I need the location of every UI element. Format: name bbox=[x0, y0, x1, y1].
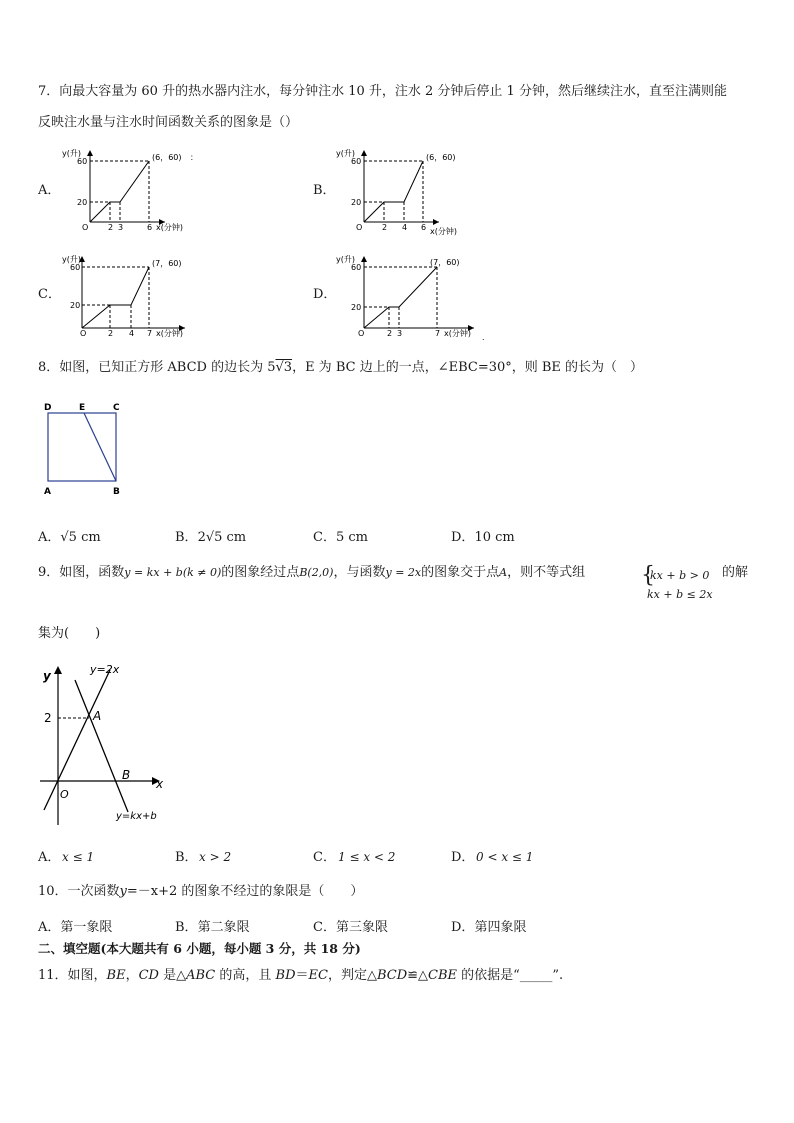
q9-option-c[interactable]: C． bbox=[313, 850, 336, 865]
svg-text:20: 20 bbox=[77, 198, 88, 207]
svg-text:20: 20 bbox=[70, 301, 81, 310]
svg-text:O: O bbox=[356, 223, 363, 232]
q7-option-d-label[interactable]: D． bbox=[313, 287, 337, 302]
svg-text:y=kx+b: y=kx+b bbox=[116, 811, 157, 822]
q9-ineq1: kx + b > 0 bbox=[650, 569, 710, 582]
q8-option-d[interactable]: D．10 cm bbox=[451, 530, 515, 545]
q9-ineq2: kx + b ≤ 2x bbox=[647, 588, 713, 601]
svg-text:E: E bbox=[79, 403, 86, 413]
svg-text:2: 2 bbox=[108, 223, 114, 232]
q10-option-b[interactable]: B．第二象限 bbox=[175, 920, 250, 935]
svg-text:O: O bbox=[358, 329, 365, 338]
svg-text:x(分钟): x(分钟) bbox=[156, 223, 183, 232]
svg-text:6: 6 bbox=[421, 223, 427, 232]
svg-text:(7，60): (7，60) bbox=[430, 258, 460, 267]
svg-text:(6，60): (6，60) bbox=[152, 153, 182, 162]
q7-line2: 反映注水量与注水时间函数关系的图象是（） bbox=[38, 115, 299, 130]
svg-text:x(分钟): x(分钟) bbox=[430, 227, 457, 236]
q8-option-a[interactable]: A．√5 cm bbox=[38, 530, 101, 545]
section-2-heading: 二、填空题(本大题共有 6 小题，每小题 3 分，共 18 分) bbox=[38, 941, 361, 956]
svg-text:x(分钟): x(分钟) bbox=[156, 329, 183, 338]
q9-line2: 集为( ) bbox=[38, 626, 101, 641]
svg-text:2: 2 bbox=[382, 223, 388, 232]
q9-option-b[interactable]: B． bbox=[175, 850, 198, 865]
q10-stem: 10．一次函数y=－x+2 的图象不经过的象限是（ ） bbox=[38, 884, 364, 899]
svg-text:O: O bbox=[82, 223, 89, 232]
svg-text:4: 4 bbox=[402, 223, 408, 232]
q10-option-c[interactable]: C．第三象限 bbox=[313, 920, 388, 935]
q10-option-a[interactable]: A．第一象限 bbox=[38, 920, 113, 935]
svg-text:O: O bbox=[60, 788, 69, 801]
q7-option-a-label[interactable]: A． bbox=[38, 183, 61, 198]
q9-stem: 9．如图，函数y = kx + b(k ≠ 0)的图象经过点B(2,0)，与函数y = 2x的图象交于点A，则不等式组 bbox=[38, 565, 586, 580]
svg-text:20: 20 bbox=[351, 198, 362, 207]
svg-text:A: A bbox=[44, 487, 51, 497]
svg-text:A: A bbox=[93, 709, 102, 723]
svg-text:(6，60): (6，60) bbox=[426, 153, 456, 162]
svg-text:y: y bbox=[43, 669, 51, 683]
svg-text:2: 2 bbox=[387, 329, 393, 338]
q8-stem: 8．如图，已知正方形 ABCD 的边长为 5√3，E 为 BC 边上的一点，∠EBC=30°，则 BE 的长为（ ） bbox=[38, 360, 644, 375]
svg-text:O: O bbox=[80, 329, 87, 338]
q7-graph-c[interactable] bbox=[60, 252, 210, 338]
svg-text:4: 4 bbox=[129, 329, 135, 338]
svg-text:60: 60 bbox=[77, 157, 88, 166]
svg-text:C: C bbox=[113, 403, 120, 413]
svg-text:x: x bbox=[156, 777, 164, 791]
svg-text:2: 2 bbox=[44, 711, 52, 725]
svg-text:3: 3 bbox=[397, 329, 403, 338]
q9-option-a-value: x ≤ 1 bbox=[62, 850, 95, 864]
q7-graph-b[interactable] bbox=[334, 146, 474, 236]
svg-text:B: B bbox=[113, 487, 120, 497]
svg-text:y(升): y(升) bbox=[336, 149, 355, 158]
svg-text:：: ： bbox=[190, 153, 198, 162]
q11-answer-blank[interactable]: _____ bbox=[519, 968, 553, 983]
svg-text:B: B bbox=[122, 768, 131, 782]
q9-option-d[interactable]: D． bbox=[451, 850, 475, 865]
q9-option-d-value: 0 < x ≤ 1 bbox=[476, 850, 534, 864]
q10-option-d[interactable]: D．第四象限 bbox=[451, 920, 527, 935]
svg-text:y(升): y(升) bbox=[336, 255, 355, 264]
svg-text:60: 60 bbox=[70, 263, 81, 272]
q11-stem: 11．如图，BE，CD 是△ABC 的高，且 BD＝EC，判定△BCD≌△CBE 的依据是“_____”. bbox=[38, 968, 564, 983]
svg-text:20: 20 bbox=[351, 303, 362, 312]
q8-sqrt: √3 bbox=[275, 360, 293, 375]
q8-option-c[interactable]: C．5 cm bbox=[313, 530, 368, 545]
svg-text:x(分钟): x(分钟) bbox=[444, 329, 471, 338]
svg-text:2: 2 bbox=[108, 329, 114, 338]
svg-text:D: D bbox=[44, 403, 52, 413]
svg-text:(7，60): (7，60) bbox=[152, 259, 182, 268]
q7-graph-d[interactable] bbox=[334, 252, 494, 342]
svg-text:7: 7 bbox=[435, 329, 441, 338]
q7-graph-a[interactable] bbox=[60, 146, 210, 232]
ylabel-a: y(升) bbox=[62, 149, 81, 158]
svg-text:3: 3 bbox=[118, 223, 124, 232]
q9-brace: { bbox=[641, 563, 655, 588]
svg-text:7: 7 bbox=[147, 329, 153, 338]
svg-text:y=2x: y=2x bbox=[90, 663, 120, 676]
q7-option-b-label[interactable]: B． bbox=[313, 183, 336, 198]
q7-line1: 7．向最大容量为 60 升的热水器内注水，每分钟注水 10 升，注水 2 分钟后停止 1 分钟，然后继续注水，直至注满则能 bbox=[38, 84, 727, 99]
q7-option-c-label[interactable]: C． bbox=[38, 287, 61, 302]
svg-text:6: 6 bbox=[147, 223, 153, 232]
q8-square-figure bbox=[38, 398, 138, 500]
q9-option-b-value: x > 2 bbox=[199, 850, 232, 864]
q9-figure bbox=[38, 660, 168, 830]
q9-stem-end: 的解 bbox=[722, 565, 749, 580]
q9-option-a[interactable]: A． bbox=[38, 850, 61, 865]
svg-text:y(升): y(升) bbox=[62, 255, 81, 264]
q8-option-b[interactable]: B．2√5 cm bbox=[175, 530, 247, 545]
q9-option-c-value: 1 ≤ x < 2 bbox=[338, 850, 396, 864]
svg-text:60: 60 bbox=[351, 263, 362, 272]
svg-text:60: 60 bbox=[351, 157, 362, 166]
svg-text:.: . bbox=[482, 333, 485, 342]
